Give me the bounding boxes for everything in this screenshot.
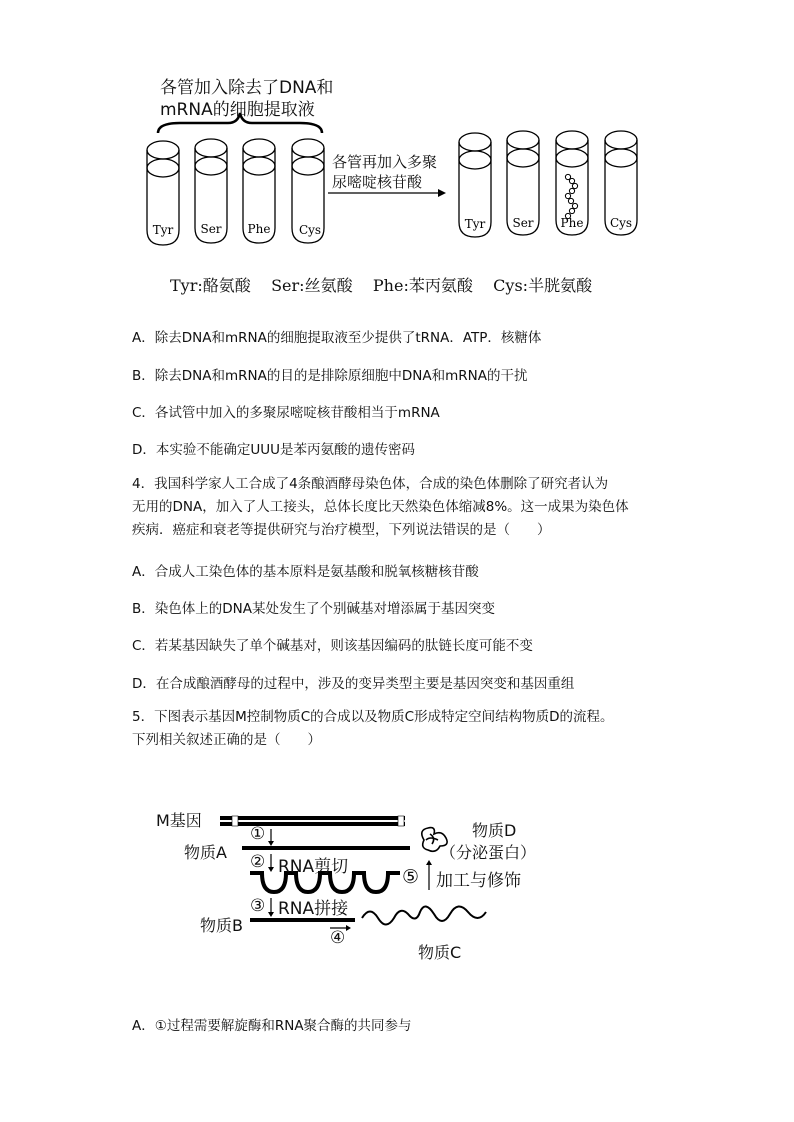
q3-option-a: A．除去DNA和mRNA的细胞提取液至少提供了tRNA．ATP．核糖体 bbox=[132, 330, 542, 346]
tube-right-label-4: Cys bbox=[609, 216, 633, 230]
tube-right-label-2: Ser bbox=[512, 216, 534, 230]
gene-expression-drawing bbox=[150, 800, 590, 970]
material-d-note: （分泌蛋白） bbox=[440, 843, 537, 862]
q5-stem-line1: 5．下图表示基因M控制物质C的合成以及物质C形成特定空间结构物质D的流程。 bbox=[132, 709, 614, 725]
figure-gene-expression bbox=[150, 800, 590, 970]
polypeptide-chain-icon bbox=[565, 174, 577, 218]
step-2-marker: ② bbox=[250, 852, 266, 872]
q4-option-a: A．合成人工染色体的基本原料是氨基酸和脱氧核糖核苷酸 bbox=[132, 564, 479, 580]
arrow-head-icon bbox=[438, 189, 446, 197]
step-5-marker: ⑤ bbox=[402, 866, 420, 888]
tube-left-label-2: Ser bbox=[200, 222, 222, 236]
q5-stem-line2: 下列相关叙述正确的是（ ） bbox=[132, 732, 321, 748]
q4-option-c: C．若某基因缺失了单个碱基对，则该基因编码的肽链长度可能不变 bbox=[132, 638, 533, 654]
material-a-strand bbox=[242, 846, 410, 850]
material-c-label: 物质C bbox=[418, 943, 462, 962]
q4-option-b: B．染色体上的DNA某处发生了个别碱基对增添属于基因突变 bbox=[132, 601, 495, 617]
arrow-label-line1: 各管再加入多聚 bbox=[332, 153, 438, 171]
q4-stem-line2: 无用的DNA，加入了人工接头，总体长度比天然染色体缩减8%。这一成果为染色体 bbox=[132, 499, 629, 515]
material-b-label: 物质B bbox=[200, 916, 243, 935]
figure1-caption-line2: mRNA的细胞提取液 bbox=[160, 100, 315, 120]
tube-left-label-4: Cys bbox=[298, 223, 322, 237]
amino-acid-legend: Tyr:酪氨酸 Ser:丝氨酸 Phe:苯丙氨酸 Cys:半胱氨酸 bbox=[170, 276, 593, 295]
step-3-text: RNA拼接 bbox=[278, 899, 349, 919]
material-d-label: 物质D bbox=[472, 821, 517, 840]
tube-left-label-1: Tyr bbox=[152, 223, 174, 237]
figure1-caption-line1: 各管加入除去了DNA和 bbox=[160, 78, 334, 98]
step-5-text: 加工与修饰 bbox=[436, 871, 521, 891]
arrow-right-icon bbox=[346, 925, 351, 931]
q4-stem-line3: 疾病．癌症和衰老等提供研究与治疗模型，下列说法错误的是（ ） bbox=[132, 522, 551, 538]
step-3-marker: ③ bbox=[250, 896, 266, 916]
tube-right-label-3: Phe bbox=[560, 216, 584, 230]
brace-icon bbox=[158, 113, 322, 133]
m-gene-dna-icon bbox=[220, 816, 405, 826]
q3-option-b: B．除去DNA和mRNA的目的是排除原细胞中DNA和mRNA的干扰 bbox=[132, 368, 528, 384]
material-a-label: 物质A bbox=[184, 843, 227, 862]
arrow-up-icon bbox=[426, 860, 432, 865]
tube-right-label-1: Tyr bbox=[464, 217, 486, 231]
arrow-down-icon bbox=[268, 841, 274, 846]
q3-option-d: D．本实验不能确定UUU是苯丙氨酸的遗传密码 bbox=[132, 442, 416, 458]
tube-left-label-3: Phe bbox=[247, 222, 271, 236]
m-gene-label: M基因 bbox=[156, 811, 202, 830]
q4-option-d: D．在合成酿酒酵母的过程中，涉及的变异类型主要是基因突变和基因重组 bbox=[132, 676, 575, 692]
arrow-label-line2: 尿嘧啶核苷酸 bbox=[332, 173, 423, 191]
q5-option-a: A．①过程需要解旋酶和RNA聚合酶的共同参与 bbox=[132, 1018, 412, 1034]
step-4-marker: ④ bbox=[330, 928, 346, 948]
q4-stem-line1: 4．我国科学家人工合成了4条酿酒酵母染色体，合成的染色体删除了研究者认为 bbox=[132, 476, 609, 492]
figure-test-tubes bbox=[140, 65, 660, 305]
step-2-text: RNA剪切 bbox=[278, 857, 349, 877]
q3-option-c: C．各试管中加入的多聚尿嘧啶核苷酸相当于mRNA bbox=[132, 405, 440, 421]
step-1-marker: ① bbox=[250, 824, 266, 844]
polypeptide-wave-icon bbox=[362, 906, 486, 924]
